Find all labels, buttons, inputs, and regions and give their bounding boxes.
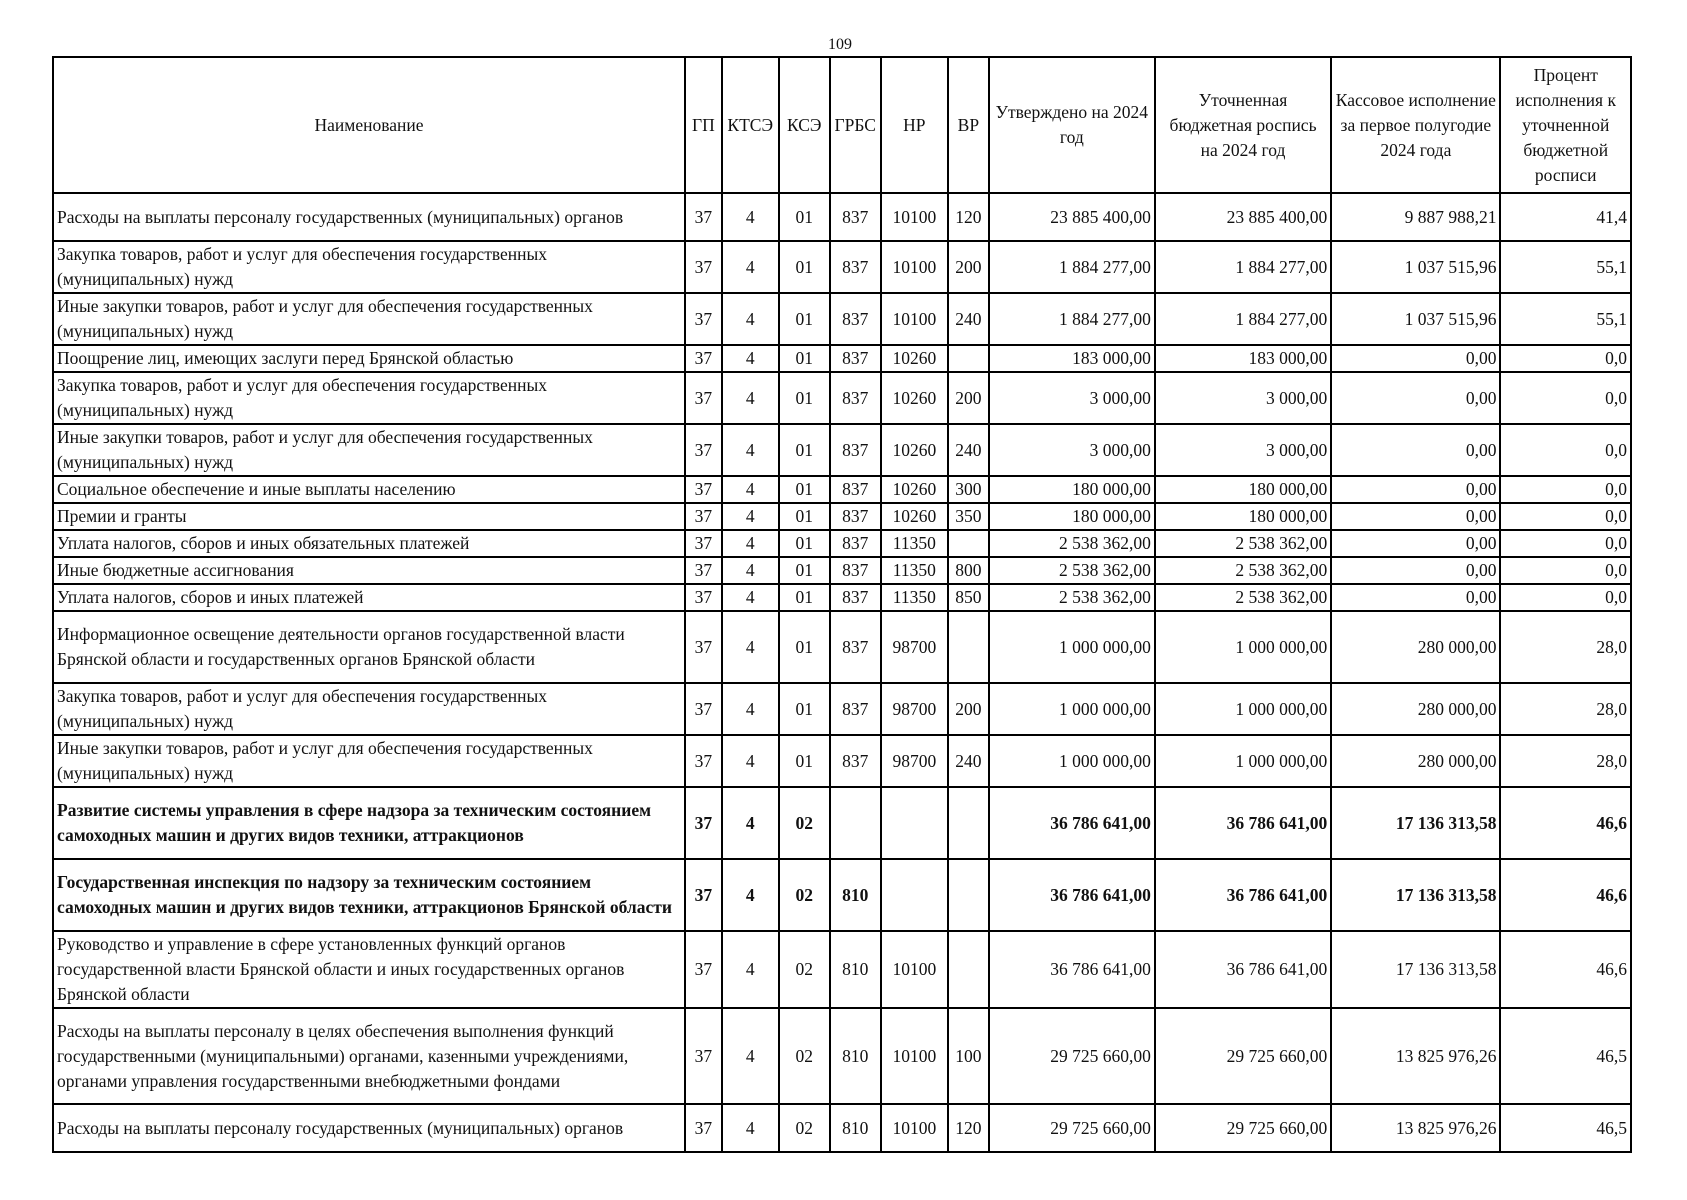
table-row: [53, 787, 1631, 859]
cell-nr: 11350: [881, 584, 948, 611]
table-row: [53, 530, 1631, 557]
cell-percent: 0,0: [1500, 557, 1631, 584]
cell-vr: [948, 530, 989, 557]
cell-percent: 28,0: [1500, 611, 1631, 683]
cell-refined: 36 786 641,00: [1155, 859, 1331, 931]
cell-name: Иные закупки товаров, работ и услуг для обеспечения государственных (муниципальных) нужд: [53, 735, 685, 787]
cell-refined: 23 885 400,00: [1155, 193, 1331, 241]
cell-percent: 46,6: [1500, 787, 1631, 859]
cell-grbs: 837: [830, 530, 881, 557]
cell-grbs: 810: [830, 859, 881, 931]
cell-refined: 36 786 641,00: [1155, 787, 1331, 859]
cell-gp: 37: [685, 345, 722, 372]
cell-kse: 01: [779, 345, 830, 372]
cell-nr: [881, 787, 948, 859]
cell-vr: 120: [948, 1104, 989, 1152]
cell-vr: 200: [948, 372, 989, 424]
cell-approved: 180 000,00: [989, 503, 1155, 530]
cell-grbs: 837: [830, 293, 881, 345]
cell-vr: [948, 931, 989, 1008]
table-row: [53, 345, 1631, 372]
header-name: Наименование: [53, 57, 685, 193]
cell-gp: 37: [685, 611, 722, 683]
table-row: [53, 859, 1631, 931]
cell-kse: 01: [779, 557, 830, 584]
cell-vr: [948, 859, 989, 931]
cell-vr: 850: [948, 584, 989, 611]
cell-ktse: 4: [722, 931, 779, 1008]
cell-refined: 1 884 277,00: [1155, 241, 1331, 293]
cell-ktse: 4: [722, 424, 779, 476]
cell-vr: 300: [948, 476, 989, 503]
cell-refined: 29 725 660,00: [1155, 1008, 1331, 1104]
cell-nr: 98700: [881, 735, 948, 787]
header-percent: Процент исполнения к уточненной бюджетной росписи: [1500, 57, 1631, 193]
cell-ktse: 4: [722, 345, 779, 372]
cell-gp: 37: [685, 683, 722, 735]
cell-kse: 01: [779, 503, 830, 530]
cell-name: Иные закупки товаров, работ и услуг для обеспечения государственных (муниципальных) нужд: [53, 424, 685, 476]
cell-cash: 0,00: [1331, 530, 1500, 557]
cell-gp: 37: [685, 557, 722, 584]
cell-refined: 1 884 277,00: [1155, 293, 1331, 345]
cell-nr: 10260: [881, 424, 948, 476]
cell-grbs: 810: [830, 1104, 881, 1152]
table-row: [53, 476, 1631, 503]
cell-name: Уплата налогов, сборов и иных обязательных платежей: [53, 530, 685, 557]
header-row: [53, 57, 1631, 193]
cell-percent: 0,0: [1500, 584, 1631, 611]
cell-vr: [948, 345, 989, 372]
cell-cash: 17 136 313,58: [1331, 787, 1500, 859]
cell-grbs: 837: [830, 345, 881, 372]
cell-grbs: 837: [830, 193, 881, 241]
cell-cash: 0,00: [1331, 584, 1500, 611]
table-row: [53, 193, 1631, 241]
cell-grbs: 837: [830, 476, 881, 503]
cell-name: Государственная инспекция по надзору за техническим состоянием самоходных машин и других видов техники, аттракционов Брянской области: [53, 859, 685, 931]
table-row: [53, 372, 1631, 424]
cell-approved: 183 000,00: [989, 345, 1155, 372]
cell-kse: 01: [779, 293, 830, 345]
cell-name: Руководство и управление в сфере установленных функций органов государственной власти Брянской области и иных государственных органов Брянской области: [53, 931, 685, 1008]
cell-gp: 37: [685, 293, 722, 345]
cell-approved: 1 884 277,00: [989, 293, 1155, 345]
cell-grbs: 837: [830, 503, 881, 530]
header-nr: НР: [881, 57, 948, 193]
cell-vr: 120: [948, 193, 989, 241]
cell-gp: 37: [685, 476, 722, 503]
cell-refined: 1 000 000,00: [1155, 683, 1331, 735]
cell-ktse: 4: [722, 683, 779, 735]
cell-gp: 37: [685, 787, 722, 859]
cell-approved: 23 885 400,00: [989, 193, 1155, 241]
cell-approved: 1 000 000,00: [989, 611, 1155, 683]
header-vr: ВР: [948, 57, 989, 193]
table-body: [53, 193, 1631, 1152]
cell-nr: 10260: [881, 503, 948, 530]
cell-name: Закупка товаров, работ и услуг для обеспечения государственных (муниципальных) нужд: [53, 241, 685, 293]
cell-cash: 280 000,00: [1331, 683, 1500, 735]
cell-approved: 29 725 660,00: [989, 1008, 1155, 1104]
cell-nr: 10100: [881, 931, 948, 1008]
cell-nr: [881, 859, 948, 931]
table-row: [53, 931, 1631, 1008]
cell-approved: 2 538 362,00: [989, 584, 1155, 611]
cell-name: Расходы на выплаты персоналу государственных (муниципальных) органов: [53, 1104, 685, 1152]
cell-refined: 3 000,00: [1155, 372, 1331, 424]
cell-grbs: 837: [830, 241, 881, 293]
cell-gp: 37: [685, 931, 722, 1008]
cell-grbs: 837: [830, 372, 881, 424]
cell-ktse: 4: [722, 503, 779, 530]
cell-cash: 0,00: [1331, 557, 1500, 584]
cell-vr: [948, 787, 989, 859]
cell-kse: 02: [779, 931, 830, 1008]
cell-percent: 46,5: [1500, 1104, 1631, 1152]
cell-kse: 01: [779, 424, 830, 476]
cell-kse: 01: [779, 372, 830, 424]
cell-gp: 37: [685, 1008, 722, 1104]
cell-nr: 11350: [881, 557, 948, 584]
cell-name: Расходы на выплаты персоналу в целях обеспечения выполнения функций государственными (муниципальными) органами, казенными учреждениями, органами управления государственными внебюджетными фондами: [53, 1008, 685, 1104]
cell-name: Поощрение лиц, имеющих заслуги перед Брянской областью: [53, 345, 685, 372]
table-row: [53, 584, 1631, 611]
cell-percent: 0,0: [1500, 503, 1631, 530]
cell-cash: 13 825 976,26: [1331, 1008, 1500, 1104]
cell-nr: 10100: [881, 293, 948, 345]
cell-gp: 37: [685, 1104, 722, 1152]
cell-name: Социальное обеспечение и иные выплаты населению: [53, 476, 685, 503]
cell-name: Информационное освещение деятельности органов государственной власти Брянской области и государственных органов Брянской области: [53, 611, 685, 683]
cell-approved: 1 000 000,00: [989, 683, 1155, 735]
table-row: [53, 557, 1631, 584]
cell-percent: 46,6: [1500, 931, 1631, 1008]
cell-percent: 28,0: [1500, 735, 1631, 787]
cell-percent: 0,0: [1500, 372, 1631, 424]
cell-refined: 36 786 641,00: [1155, 931, 1331, 1008]
cell-kse: 01: [779, 683, 830, 735]
cell-percent: 46,6: [1500, 859, 1631, 931]
table-row: [53, 611, 1631, 683]
cell-refined: 2 538 362,00: [1155, 557, 1331, 584]
cell-approved: 3 000,00: [989, 372, 1155, 424]
cell-gp: 37: [685, 424, 722, 476]
cell-name: Развитие системы управления в сфере надзора за техническим состоянием самоходных машин и других видов техники, аттракционов: [53, 787, 685, 859]
cell-cash: 280 000,00: [1331, 735, 1500, 787]
cell-refined: 29 725 660,00: [1155, 1104, 1331, 1152]
cell-cash: 1 037 515,96: [1331, 293, 1500, 345]
cell-ktse: 4: [722, 1008, 779, 1104]
cell-grbs: 837: [830, 611, 881, 683]
cell-kse: 01: [779, 611, 830, 683]
header-ktse: КТСЭ: [722, 57, 779, 193]
cell-percent: 0,0: [1500, 424, 1631, 476]
header-kse: КСЭ: [779, 57, 830, 193]
cell-ktse: 4: [722, 293, 779, 345]
cell-vr: [948, 611, 989, 683]
cell-ktse: 4: [722, 530, 779, 557]
cell-nr: 10260: [881, 372, 948, 424]
table-row: [53, 735, 1631, 787]
cell-approved: 1 000 000,00: [989, 735, 1155, 787]
cell-approved: 36 786 641,00: [989, 859, 1155, 931]
cell-ktse: 4: [722, 1104, 779, 1152]
cell-name: Закупка товаров, работ и услуг для обеспечения государственных (муниципальных) нужд: [53, 372, 685, 424]
cell-cash: 1 037 515,96: [1331, 241, 1500, 293]
cell-kse: 02: [779, 859, 830, 931]
cell-kse: 01: [779, 193, 830, 241]
table-row: [53, 424, 1631, 476]
cell-kse: 01: [779, 735, 830, 787]
header-refined: Уточненная бюджетная роспись на 2024 год: [1155, 57, 1331, 193]
cell-kse: 01: [779, 584, 830, 611]
cell-grbs: 810: [830, 1008, 881, 1104]
cell-ktse: 4: [722, 859, 779, 931]
cell-nr: 10260: [881, 345, 948, 372]
cell-vr: 200: [948, 241, 989, 293]
cell-kse: 02: [779, 787, 830, 859]
cell-ktse: 4: [722, 787, 779, 859]
cell-kse: 01: [779, 476, 830, 503]
cell-name: Закупка товаров, работ и услуг для обеспечения государственных (муниципальных) нужд: [53, 683, 685, 735]
cell-approved: 2 538 362,00: [989, 530, 1155, 557]
cell-vr: 240: [948, 735, 989, 787]
page-number: 109: [828, 36, 852, 53]
cell-approved: 36 786 641,00: [989, 787, 1155, 859]
cell-percent: 55,1: [1500, 241, 1631, 293]
cell-cash: 0,00: [1331, 503, 1500, 530]
cell-ktse: 4: [722, 735, 779, 787]
cell-gp: 37: [685, 735, 722, 787]
cell-cash: 0,00: [1331, 476, 1500, 503]
cell-gp: 37: [685, 503, 722, 530]
cell-percent: 0,0: [1500, 476, 1631, 503]
cell-cash: 17 136 313,58: [1331, 931, 1500, 1008]
cell-grbs: 837: [830, 424, 881, 476]
cell-nr: 98700: [881, 683, 948, 735]
cell-refined: 1 000 000,00: [1155, 735, 1331, 787]
cell-ktse: 4: [722, 372, 779, 424]
cell-cash: 17 136 313,58: [1331, 859, 1500, 931]
cell-cash: 13 825 976,26: [1331, 1104, 1500, 1152]
cell-grbs: 810: [830, 931, 881, 1008]
cell-percent: 41,4: [1500, 193, 1631, 241]
table-row: [53, 503, 1631, 530]
cell-refined: 183 000,00: [1155, 345, 1331, 372]
cell-vr: 240: [948, 293, 989, 345]
cell-vr: 240: [948, 424, 989, 476]
cell-grbs: 837: [830, 683, 881, 735]
cell-refined: 180 000,00: [1155, 476, 1331, 503]
cell-refined: 2 538 362,00: [1155, 584, 1331, 611]
cell-cash: 9 887 988,21: [1331, 193, 1500, 241]
cell-grbs: [830, 787, 881, 859]
cell-gp: 37: [685, 372, 722, 424]
cell-percent: 46,5: [1500, 1008, 1631, 1104]
cell-gp: 37: [685, 859, 722, 931]
cell-kse: 01: [779, 241, 830, 293]
cell-kse: 02: [779, 1104, 830, 1152]
cell-percent: 28,0: [1500, 683, 1631, 735]
cell-cash: 0,00: [1331, 345, 1500, 372]
cell-refined: 1 000 000,00: [1155, 611, 1331, 683]
cell-refined: 180 000,00: [1155, 503, 1331, 530]
cell-cash: 0,00: [1331, 372, 1500, 424]
header-grbs: ГРБС: [830, 57, 881, 193]
header-cash: Кассовое исполнение за первое полугодие 2024 года: [1331, 57, 1500, 193]
cell-grbs: 837: [830, 584, 881, 611]
cell-ktse: 4: [722, 193, 779, 241]
budget-table: [52, 56, 1632, 1153]
cell-name: Премии и гранты: [53, 503, 685, 530]
cell-vr: 800: [948, 557, 989, 584]
cell-ktse: 4: [722, 241, 779, 293]
cell-kse: 01: [779, 530, 830, 557]
cell-vr: 200: [948, 683, 989, 735]
cell-percent: 0,0: [1500, 530, 1631, 557]
cell-vr: 350: [948, 503, 989, 530]
table-row: [53, 683, 1631, 735]
cell-name: Расходы на выплаты персоналу государственных (муниципальных) органов: [53, 193, 685, 241]
cell-gp: 37: [685, 584, 722, 611]
cell-gp: 37: [685, 241, 722, 293]
header-approved: Утверждено на 2024 год: [989, 57, 1155, 193]
cell-name: Иные бюджетные ассигнования: [53, 557, 685, 584]
cell-name: Уплата налогов, сборов и иных платежей: [53, 584, 685, 611]
cell-approved: 180 000,00: [989, 476, 1155, 503]
cell-nr: 10100: [881, 241, 948, 293]
table-row: [53, 241, 1631, 293]
cell-approved: 36 786 641,00: [989, 931, 1155, 1008]
cell-ktse: 4: [722, 584, 779, 611]
header-gp: ГП: [685, 57, 722, 193]
cell-refined: 3 000,00: [1155, 424, 1331, 476]
table-row: [53, 1104, 1631, 1152]
cell-percent: 55,1: [1500, 293, 1631, 345]
cell-vr: 100: [948, 1008, 989, 1104]
cell-refined: 2 538 362,00: [1155, 530, 1331, 557]
cell-approved: 2 538 362,00: [989, 557, 1155, 584]
cell-grbs: 837: [830, 557, 881, 584]
cell-cash: 280 000,00: [1331, 611, 1500, 683]
table-row: [53, 1008, 1631, 1104]
cell-gp: 37: [685, 193, 722, 241]
cell-grbs: 837: [830, 735, 881, 787]
cell-gp: 37: [685, 530, 722, 557]
cell-kse: 02: [779, 1008, 830, 1104]
cell-nr: 10260: [881, 476, 948, 503]
cell-nr: 98700: [881, 611, 948, 683]
cell-ktse: 4: [722, 611, 779, 683]
cell-approved: 29 725 660,00: [989, 1104, 1155, 1152]
table-row: [53, 293, 1631, 345]
cell-nr: 11350: [881, 530, 948, 557]
cell-ktse: 4: [722, 476, 779, 503]
cell-approved: 3 000,00: [989, 424, 1155, 476]
cell-ktse: 4: [722, 557, 779, 584]
cell-name: Иные закупки товаров, работ и услуг для обеспечения государственных (муниципальных) нужд: [53, 293, 685, 345]
cell-approved: 1 884 277,00: [989, 241, 1155, 293]
cell-nr: 10100: [881, 1104, 948, 1152]
cell-nr: 10100: [881, 193, 948, 241]
cell-cash: 0,00: [1331, 424, 1500, 476]
cell-percent: 0,0: [1500, 345, 1631, 372]
cell-nr: 10100: [881, 1008, 948, 1104]
